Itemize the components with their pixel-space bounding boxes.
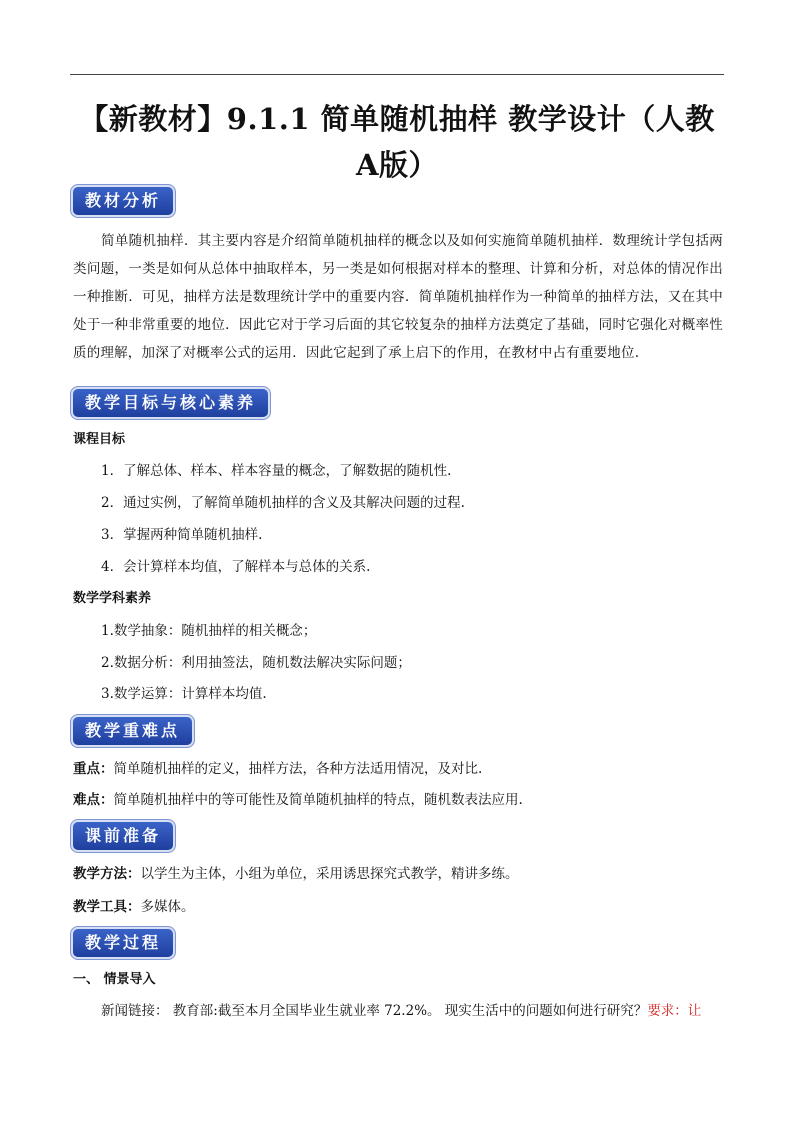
course-goal-item: 3．掌握两种简单随机抽样. [101, 527, 263, 543]
difficulty-label: 难点： [73, 792, 114, 808]
difficulty-line [73, 790, 523, 810]
teaching-tool-text: 多媒体。 [140, 899, 195, 915]
section-badge-goals: 教学目标与核心素养 [73, 389, 268, 417]
teaching-tool-label: 教学工具： [73, 899, 141, 915]
literacy-item: 2.数据分析：利用抽签法，随机数法解决实际问题； [101, 655, 411, 671]
section-badge-process: 教学过程 [73, 929, 173, 957]
news-link-line [101, 1001, 701, 1021]
page-title: 【新教材】9.1.1 简单随机抽样 教学设计（人教A版） [79, 102, 715, 182]
teaching-method-label: 教学方法： [73, 866, 141, 882]
key-point-line [73, 759, 482, 779]
literacy-item: 1.数学抽象：随机抽样的相关概念； [101, 623, 317, 639]
teaching-method-line [73, 864, 519, 884]
course-goal-item: 2．通过实例，了解简单随机抽样的含义及其解决问题的过程. [101, 495, 465, 511]
teaching-method-text: 以学生为主体，小组为单位，采用诱思探究式教学，精讲多练。 [140, 866, 519, 882]
section-badge-analysis: 教材分析 [73, 187, 173, 215]
teaching-tool-line [73, 897, 195, 917]
analysis-paragraph: 简单随机抽样．其主要内容是介绍简单随机抽样的概念以及如何实施简单随机抽样．数理统计学包括两类问题，一类是如何从总体中抽取样本，另一类是如何根据对样本的整理、计算和分析，对总体的情况作出一种推断．可见，抽样方法是数理统计学中的重要内容．简单随机抽样作为一种简单的抽样方法，又在其中处于一种非常重要的地位．因此它对于学习后面的其它较复杂的抽样方法奠定了基础，同时它强化对概率性质的理解，加深了对概率公式的运用．因此它起到了承上启下的作用，在教材中占有重要地位. [73, 233, 723, 361]
literacy-item: 3.数学运算：计算样本均值. [101, 686, 267, 702]
course-goal-item: 1．了解总体、样本、样本容量的概念，了解数据的随机性. [101, 463, 452, 479]
section-badge-prep: 课前准备 [73, 822, 173, 850]
requirement-text: 要求：让 [647, 1003, 702, 1019]
key-point-text: 简单随机抽样的定义，抽样方法，各种方法适用情况，及对比. [113, 761, 483, 777]
course-goal-item: 4．会计算样本均值，了解样本与总体的关系. [101, 559, 371, 575]
literacy-heading: 数学学科素养 [73, 591, 152, 606]
course-goals-heading: 课程目标 [73, 432, 126, 447]
news-link-text: 新闻链接： 教育部:截至本月全国毕业生就业率 72.2%。 现实生活中的问题如何进行研究？ [101, 1003, 648, 1019]
key-point-label: 重点： [73, 761, 114, 777]
difficulty-text: 简单随机抽样中的等可能性及简单随机抽样的特点，随机数表法应用. [113, 792, 523, 808]
step1-heading: 一、 情景导入 [73, 972, 156, 987]
section-badge-keypoints: 教学重难点 [73, 717, 192, 745]
top-rule [70, 74, 724, 75]
